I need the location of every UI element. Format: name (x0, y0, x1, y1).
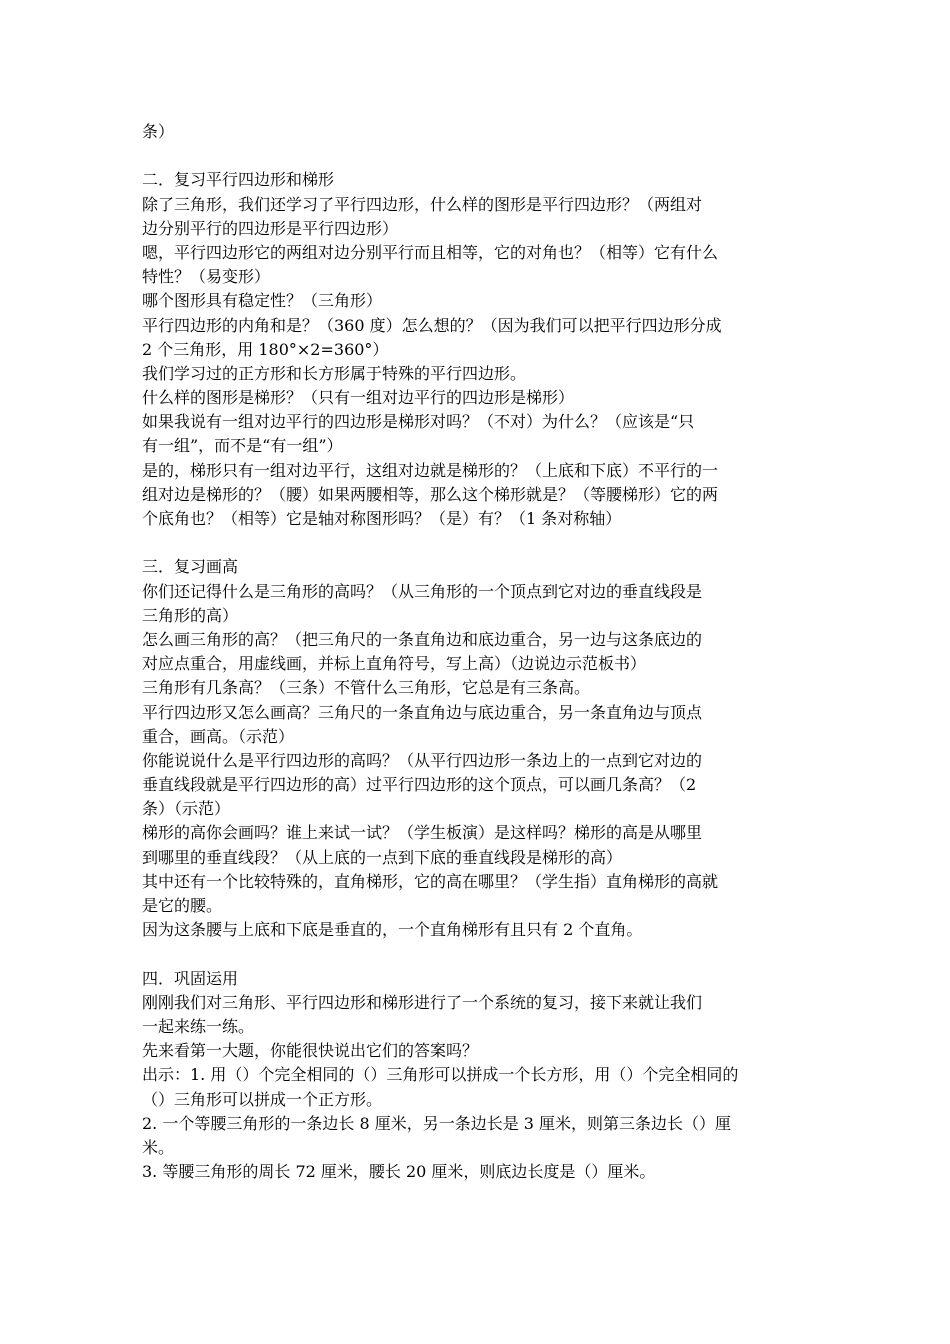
text-line: 特性？（易变形） (142, 267, 271, 287)
text-line: 组对边是梯形的？（腰）如果两腰相等，那么这个梯形就是？（等腰梯形）它的两 (142, 484, 719, 504)
text-line: 对应点重合，用虚线画，并标上直角符号，写上高）（边说边示范板书） (142, 654, 647, 674)
section-heading: 二．复习平行四边形和梯形 (142, 170, 335, 190)
text-line: 条） (142, 122, 175, 141)
text-line: 垂直线段就是平行四边形的高）过平行四边形的这个顶点，可以画几条高？（2 (142, 775, 697, 795)
text-line: 重合，画高。（示范） (142, 726, 295, 746)
text-line: 三角形的高） (142, 605, 239, 625)
blank-line (142, 942, 822, 966)
exercise-line: 2. 一个等腰三角形的一条边长 8 厘米，另一条边长是 3 厘米，则第三条边长（）厘 (142, 1113, 732, 1133)
text-line: 是的，梯形只有一组对边平行，这组对边就是梯形的？（上底和下底）不平行的一 (142, 460, 719, 480)
text-line: 边分别平行的四边形是平行四边形） (142, 218, 399, 238)
text-line: 嗯，平行四边形它的两组对边分别平行而且相等，它的对角也？（相等）它有什么 (142, 242, 719, 262)
section-heading: 三．复习画高 (142, 557, 239, 577)
text-line: 梯形的高你会画吗？谁上来试一试？（学生板演）是这样吗？梯形的高是从哪里 (142, 823, 703, 843)
text-line: 怎么画三角形的高？（把三角尺的一条直角边和底边重合，另一边与这条底边的 (142, 629, 703, 649)
section-heading: 四．巩固运用 (142, 968, 239, 988)
exercise-line: 米。 (142, 1137, 175, 1157)
text-line: 平行四边形又怎么画高？三角尺的一条直角边与底边重合，另一条直角边与顶点 (142, 702, 703, 722)
text-line: 到哪里的垂直线段？（从上底的一点到下底的垂直线段是梯形的高） (142, 847, 623, 867)
text-line: 除了三角形，我们还学习了平行四边形，什么样的图形是平行四边形？（两组对 (142, 194, 703, 214)
text-line: 其中还有一个比较特殊的，直角梯形，它的高在哪里？（学生指）直角梯形的高就 (142, 871, 719, 891)
text-line: 个底角也？（相等）它是轴对称图形吗？（是）有？（1 条对称轴） (142, 509, 622, 528)
document-page (142, 120, 822, 1184)
text-line: 你能说说什么是平行四边形的高吗？（从平行四边形一条边上的一点到它对边的 (142, 750, 703, 770)
text-line: 有一组”，而不是“有一组”） (142, 436, 343, 456)
text-line: 平行四边形的内角和是？（360 度）怎么想的？（因为我们可以把平行四边形分成 (142, 315, 722, 335)
text-line: 2 个三角形，用 180°×2=360°） (142, 339, 389, 359)
blank-line (142, 144, 822, 168)
text-line: 如果我说有一组对边平行的四边形是梯形对吗？（不对）为什么？（应该是“只 (142, 412, 695, 432)
text-line: 什么样的图形是梯形？（只有一组对边平行的四边形是梯形） (142, 388, 575, 408)
exercise-line: 出示：1. 用（）个完全相同的（）三角形可以拼成一个长方形，用（）个完全相同的 (142, 1065, 739, 1085)
text-line: 你们还记得什么是三角形的高吗？（从三角形的一个顶点到它对边的垂直线段是 (142, 581, 703, 601)
text-line: 因为这条腰与上底和下底是垂直的，一个直角梯形有且只有 2 个直角。 (142, 920, 643, 940)
text-line: 哪个图形具有稳定性？（三角形） (142, 291, 383, 311)
text-line: 条）（示范） (142, 799, 231, 819)
exercise-line: （）三角形可以拼成一个正方形。 (142, 1089, 383, 1109)
text-line: 我们学习过的正方形和长方形属于特殊的平行四边形。 (142, 363, 527, 383)
text-line: 刚刚我们对三角形、平行四边形和梯形进行了一个系统的复习，接下来就让我们 (142, 992, 703, 1012)
text-line: 一起来练一练。 (142, 1016, 255, 1036)
exercise-line: 3. 等腰三角形的周长 72 厘米，腰长 20 厘米，则底边长度是（）厘米。 (142, 1162, 656, 1182)
blank-line (142, 531, 822, 555)
text-line: 三角形有几条高？（三条）不管什么三角形，它总是有三条高。 (142, 678, 591, 698)
text-line: 先来看第一大题，你能很快说出它们的答案吗？ (142, 1041, 479, 1061)
text-line: 是它的腰。 (142, 896, 223, 915)
